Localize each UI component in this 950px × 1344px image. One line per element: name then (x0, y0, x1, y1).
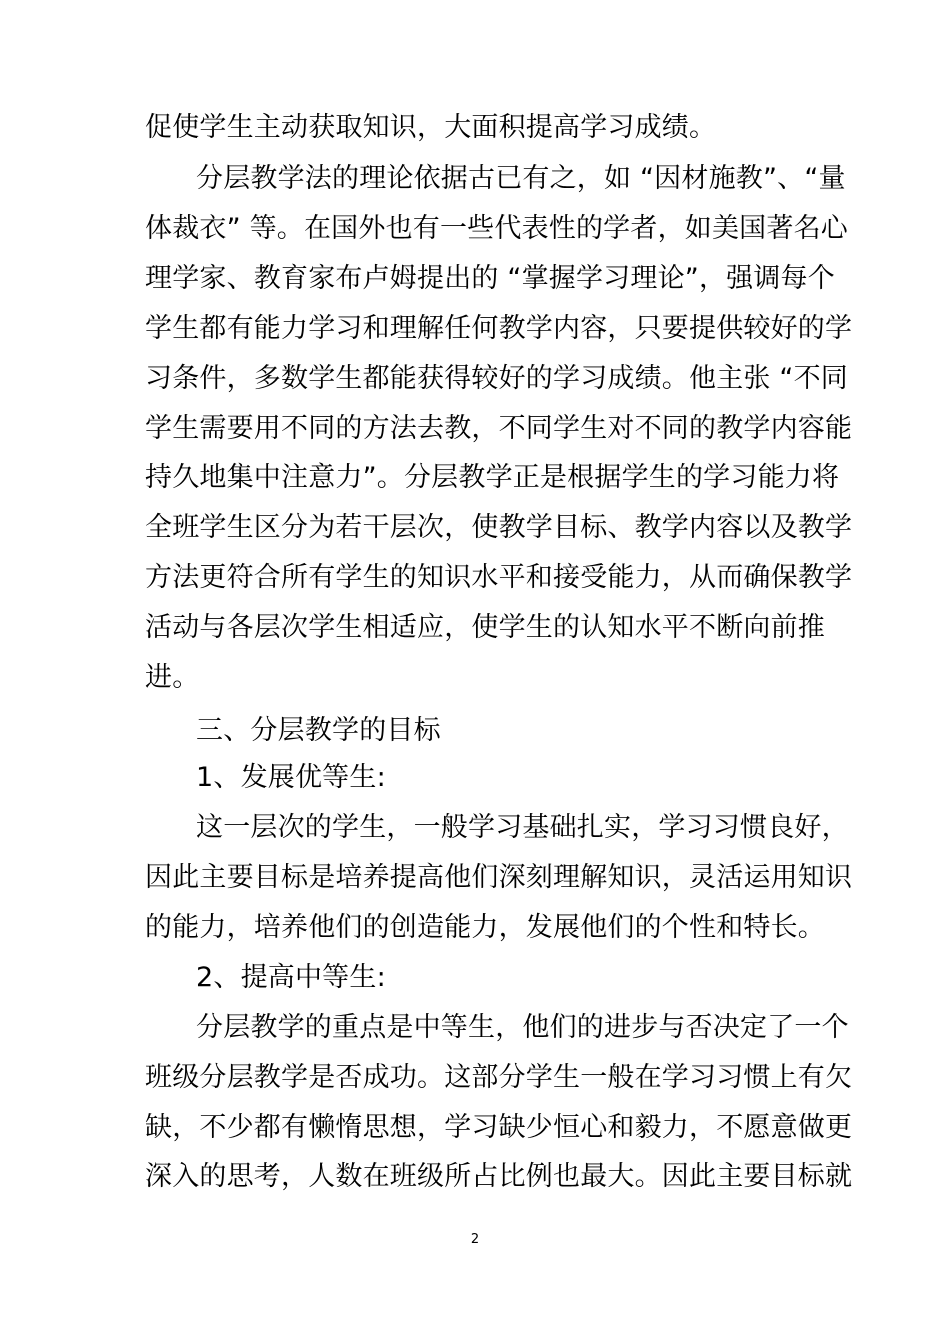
page-number: 2 (470, 1232, 480, 1247)
text-line: 全班学生区分为若干层次，使教学目标、教学内容以及教学 (145, 512, 853, 543)
text-line: 进。 (145, 662, 200, 693)
text-line: 分层教学法的理论依据古已有之，如 “因材施教”、“量 (196, 163, 846, 194)
subsection-heading: 1、发展优等生: (196, 762, 386, 793)
text-line: 体裁衣” 等。在国外也有一些代表性的学者，如美国著名心 (145, 213, 848, 244)
section-heading: 三、分层教学的目标 (196, 715, 441, 746)
text-line: 班级分层教学是否成功。这部分学生一般在学习习惯上有欠 (145, 1062, 853, 1093)
text-line: 活动与各层次学生相适应，使学生的认知水平不断向前推 (145, 612, 825, 643)
text-line: 深入的思考，人数在班级所占比例也最大。因此主要目标就 (145, 1161, 853, 1192)
text-line: 方法更符合所有学生的知识水平和接受能力，从而确保教学 (145, 562, 853, 593)
text-line: 缺，不少都有懒惰思想，学习缺少恒心和毅力，不愿意做更 (145, 1112, 853, 1143)
text-line: 的能力，培养他们的创造能力，发展他们的个性和特长。 (145, 912, 825, 943)
text-line: 习条件，多数学生都能获得较好的学习成绩。他主张 “不同 (145, 363, 848, 394)
subsection-heading: 2、提高中等生: (196, 962, 386, 993)
text-line: 分层教学的重点是中等生，他们的进步与否决定了一个 (196, 1012, 849, 1043)
text-line: 因此主要目标是培养提高他们深刻理解知识，灵活运用知识 (145, 862, 853, 893)
text-line: 这一层次的学生，一般学习基础扎实，学习习惯良好， (196, 812, 849, 843)
text-line: 持久地集中注意力”。分层教学正是根据学生的学习能力将 (145, 462, 840, 493)
text-line: 学生都有能力学习和理解任何教学内容，只要提供较好的学 (145, 313, 853, 344)
text-line: 学生需要用不同的方法去教，不同学生对不同的教学内容能 (145, 413, 853, 444)
text-line: 理学家、教育家布卢姆提出的 “掌握学习理论”，强调每个 (145, 263, 835, 294)
text-line: 促使学生主动获取知识，大面积提高学习成绩。 (145, 112, 717, 143)
